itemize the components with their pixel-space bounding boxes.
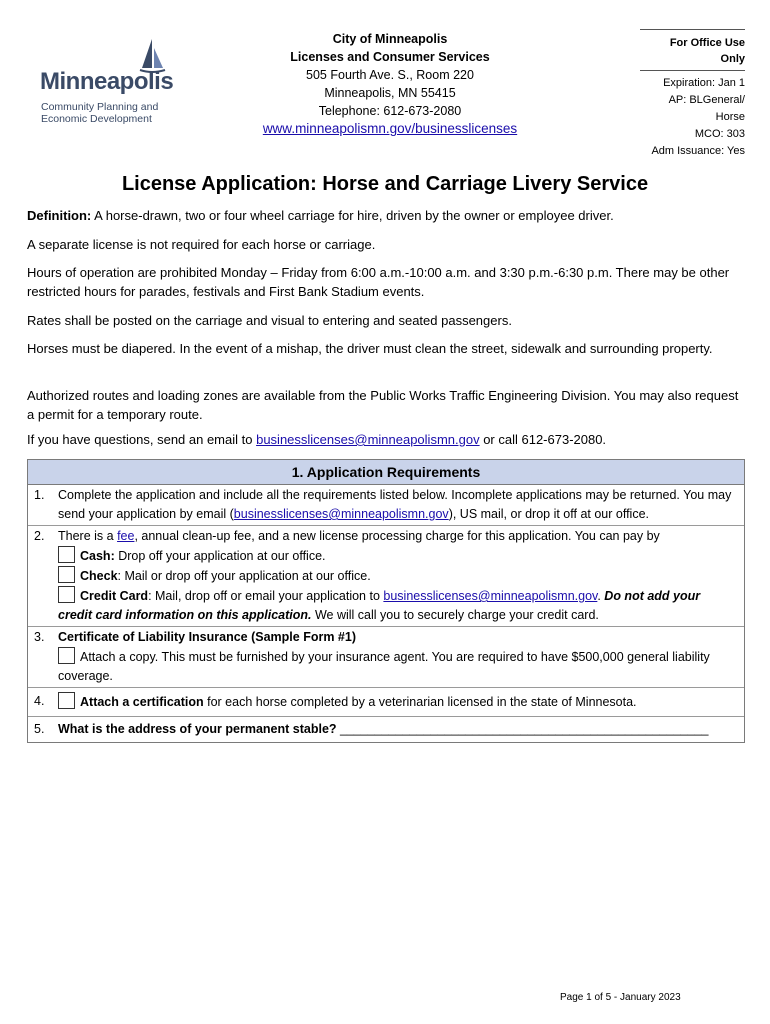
requirement-row-4: 4. Attach a certification for each horse completed by a veterinarian licensed in the state of Minnesota.	[28, 688, 744, 717]
requirement-email-link[interactable]: businesslicenses@minneapolismn.gov	[233, 507, 449, 521]
minneapolis-logo	[40, 38, 174, 128]
office-use-box	[640, 29, 745, 160]
office-mco: MCO: 303	[694, 128, 745, 140]
application-requirements-table	[27, 459, 745, 743]
credit-card-warning: Do not add your credit card information on this application.	[58, 589, 701, 622]
page-title: License Application: Horse and Carriage Livery Service	[121, 173, 649, 195]
office-expiration: Expiration: Jan 1	[663, 77, 745, 89]
insurance-label: Certificate of Liability Insurance (Sample Form #1)	[58, 630, 356, 644]
requirement-row-3: 3. Certificate of Liability Insurance (Sample Form #1) Attach a copy. This must be furnished by your insurance agent. You are required to have $500,000 general liability coverage.	[28, 627, 744, 688]
agency-header	[240, 30, 540, 138]
office-use-title: For Office Use Only	[640, 29, 745, 71]
email-link[interactable]: businesslicenses@minneapolismn.gov	[256, 432, 480, 447]
definition-label: Definition:	[27, 208, 92, 223]
office-ap-cont: Horse	[715, 111, 745, 123]
cash-checkbox[interactable]	[58, 546, 75, 563]
office-ap: AP: BLGeneral/	[668, 94, 745, 106]
logo-wordmark: Minneapolis	[40, 68, 174, 95]
intro-paragraph-7: If you have questions, send an email to businesslicenses@minneapolismn.gov or call 612-673-2080.	[27, 432, 607, 447]
intro-paragraph-6: Authorized routes and loading zones are available from the Public Works Traffic Engineering Division. You may also request a permit for a temporary route.	[27, 388, 739, 422]
definition-paragraph: Definition: A horse-drawn, two or four wheel carriage for hire, driven by the owner or employee driver.	[27, 208, 614, 223]
header-telephone: Telephone: 612-673-2080	[318, 104, 462, 118]
fee-link[interactable]: fee	[117, 529, 135, 543]
intro-paragraph-4: Rates shall be posted on the carriage and visual to entering and seated passengers.	[27, 313, 512, 328]
insurance-checkbox[interactable]	[58, 647, 75, 664]
requirement-row-5: 5. What is the address of your permanent stable? _____________________________________________________	[34, 722, 709, 736]
intro-paragraph-5: Horses must be diapered. In the event of a mishap, the driver must clean the street, sidewalk and surrounding property.	[27, 341, 713, 356]
logo-subtitle: Community Planning and Economic Development	[41, 101, 159, 125]
section-heading: 1. Application Requirements	[28, 460, 744, 485]
office-adm: Adm Issuance: Yes	[651, 145, 745, 157]
credit-card-email-link[interactable]: businesslicenses@minneapolismn.gov	[383, 589, 598, 603]
intro-paragraph-2: A separate license is not required for each horse or carriage.	[27, 237, 376, 252]
stable-address-field[interactable]: _____________________________________________________	[340, 722, 709, 736]
check-checkbox[interactable]	[58, 566, 75, 583]
header-city-state: Minneapolis, MN 55415	[324, 86, 456, 100]
page-footer: Page 1 of 5 - January 2023	[560, 992, 681, 1003]
header-address: 505 Fourth Ave. S., Room 220	[306, 68, 474, 82]
requirement-row-2: 2. There is a fee, annual clean-up fee, and a new license processing charge for this application. You can pay by Cash: Drop off your application at our office. Check: Mail or drop off your application at our office. Credit Card: Mail, drop off or email your application to businesslicenses@minneapolismn.gov. Do not add your credit card information on this application. We will call you to securely charge your credit card.	[28, 526, 744, 627]
website-link[interactable]: www.minneapolismn.gov/businesslicenses	[262, 121, 518, 136]
certification-checkbox[interactable]	[58, 692, 75, 709]
header-department: Licenses and Consumer Services	[290, 50, 490, 64]
requirement-row-1: 1. Complete the application and include all the requirements listed below. Incomplete applications may be returned. You may send your application by email (businesslicenses@minneapolismn.gov), US mail, or drop it off at our office.	[28, 485, 744, 526]
office-use-details	[640, 75, 745, 160]
credit-card-checkbox[interactable]	[58, 586, 75, 603]
intro-paragraph-3: Hours of operation are prohibited Monday – Friday from 6:00 a.m.-10:00 a.m. and 3:30 p.m.-6:30 p.m. There may be other restricted hours for parades, festivals and First Bank Stadium events.	[27, 265, 730, 299]
header-city: City of Minneapolis	[332, 32, 448, 46]
